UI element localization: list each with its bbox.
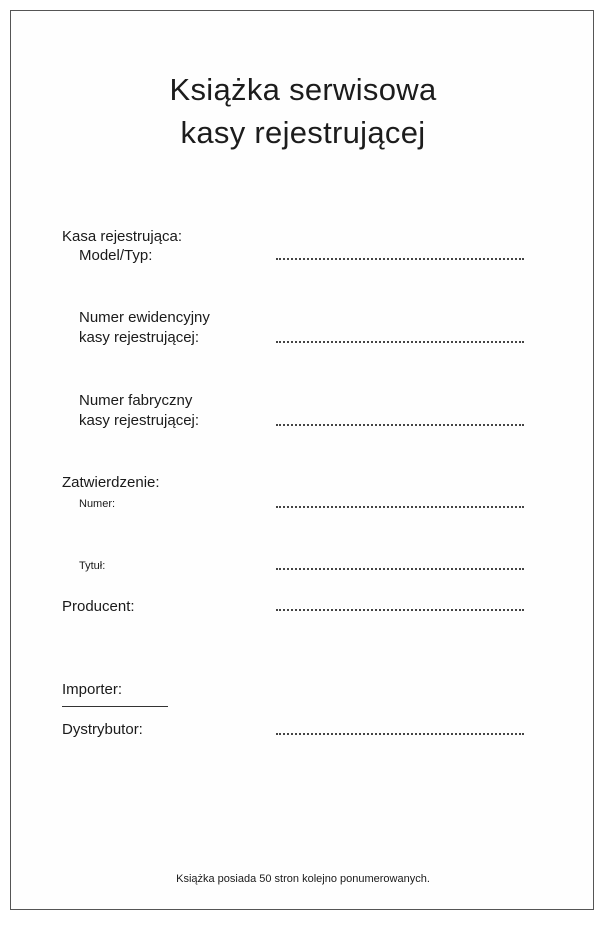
document-title-line-2: kasy rejestrującej [180,115,426,150]
document-title-line-1: Książka serwisowa [169,72,437,107]
numer-fabryczny-fill-line [276,424,524,426]
dystrybutor-label: Dystrybutor: [62,721,143,738]
importer-label: Importer: [62,681,123,698]
numer-ewidencyjny-fill-line [276,341,524,343]
zatwierdzenie-heading: Zatwierdzenie: [62,474,160,491]
kasa-heading: Kasa rejestrująca: [62,228,183,245]
numer-ewidencyjny-label-2: kasy rejestrującej: [79,329,200,346]
numer-fabryczny-label-2: kasy rejestrującej: [79,412,200,429]
numer-fabryczny-label: Numer fabryczny [79,392,193,409]
model-fill-line [276,258,524,260]
tytul-fill-line [276,568,524,570]
importer-divider [62,706,168,707]
producent-label: Producent: [62,598,135,615]
producent-fill-line [276,609,524,611]
numer-fill-line [276,506,524,508]
footer-note: Książka posiada 50 stron kolejno ponumerowanych. [176,873,430,885]
model-label: Model/Typ: [79,247,153,264]
tytul-label: Tytuł: [79,560,106,572]
dystrybutor-fill-line [276,733,524,735]
numer-ewidencyjny-label: Numer ewidencyjny [79,309,210,326]
numer-label: Numer: [79,498,116,510]
